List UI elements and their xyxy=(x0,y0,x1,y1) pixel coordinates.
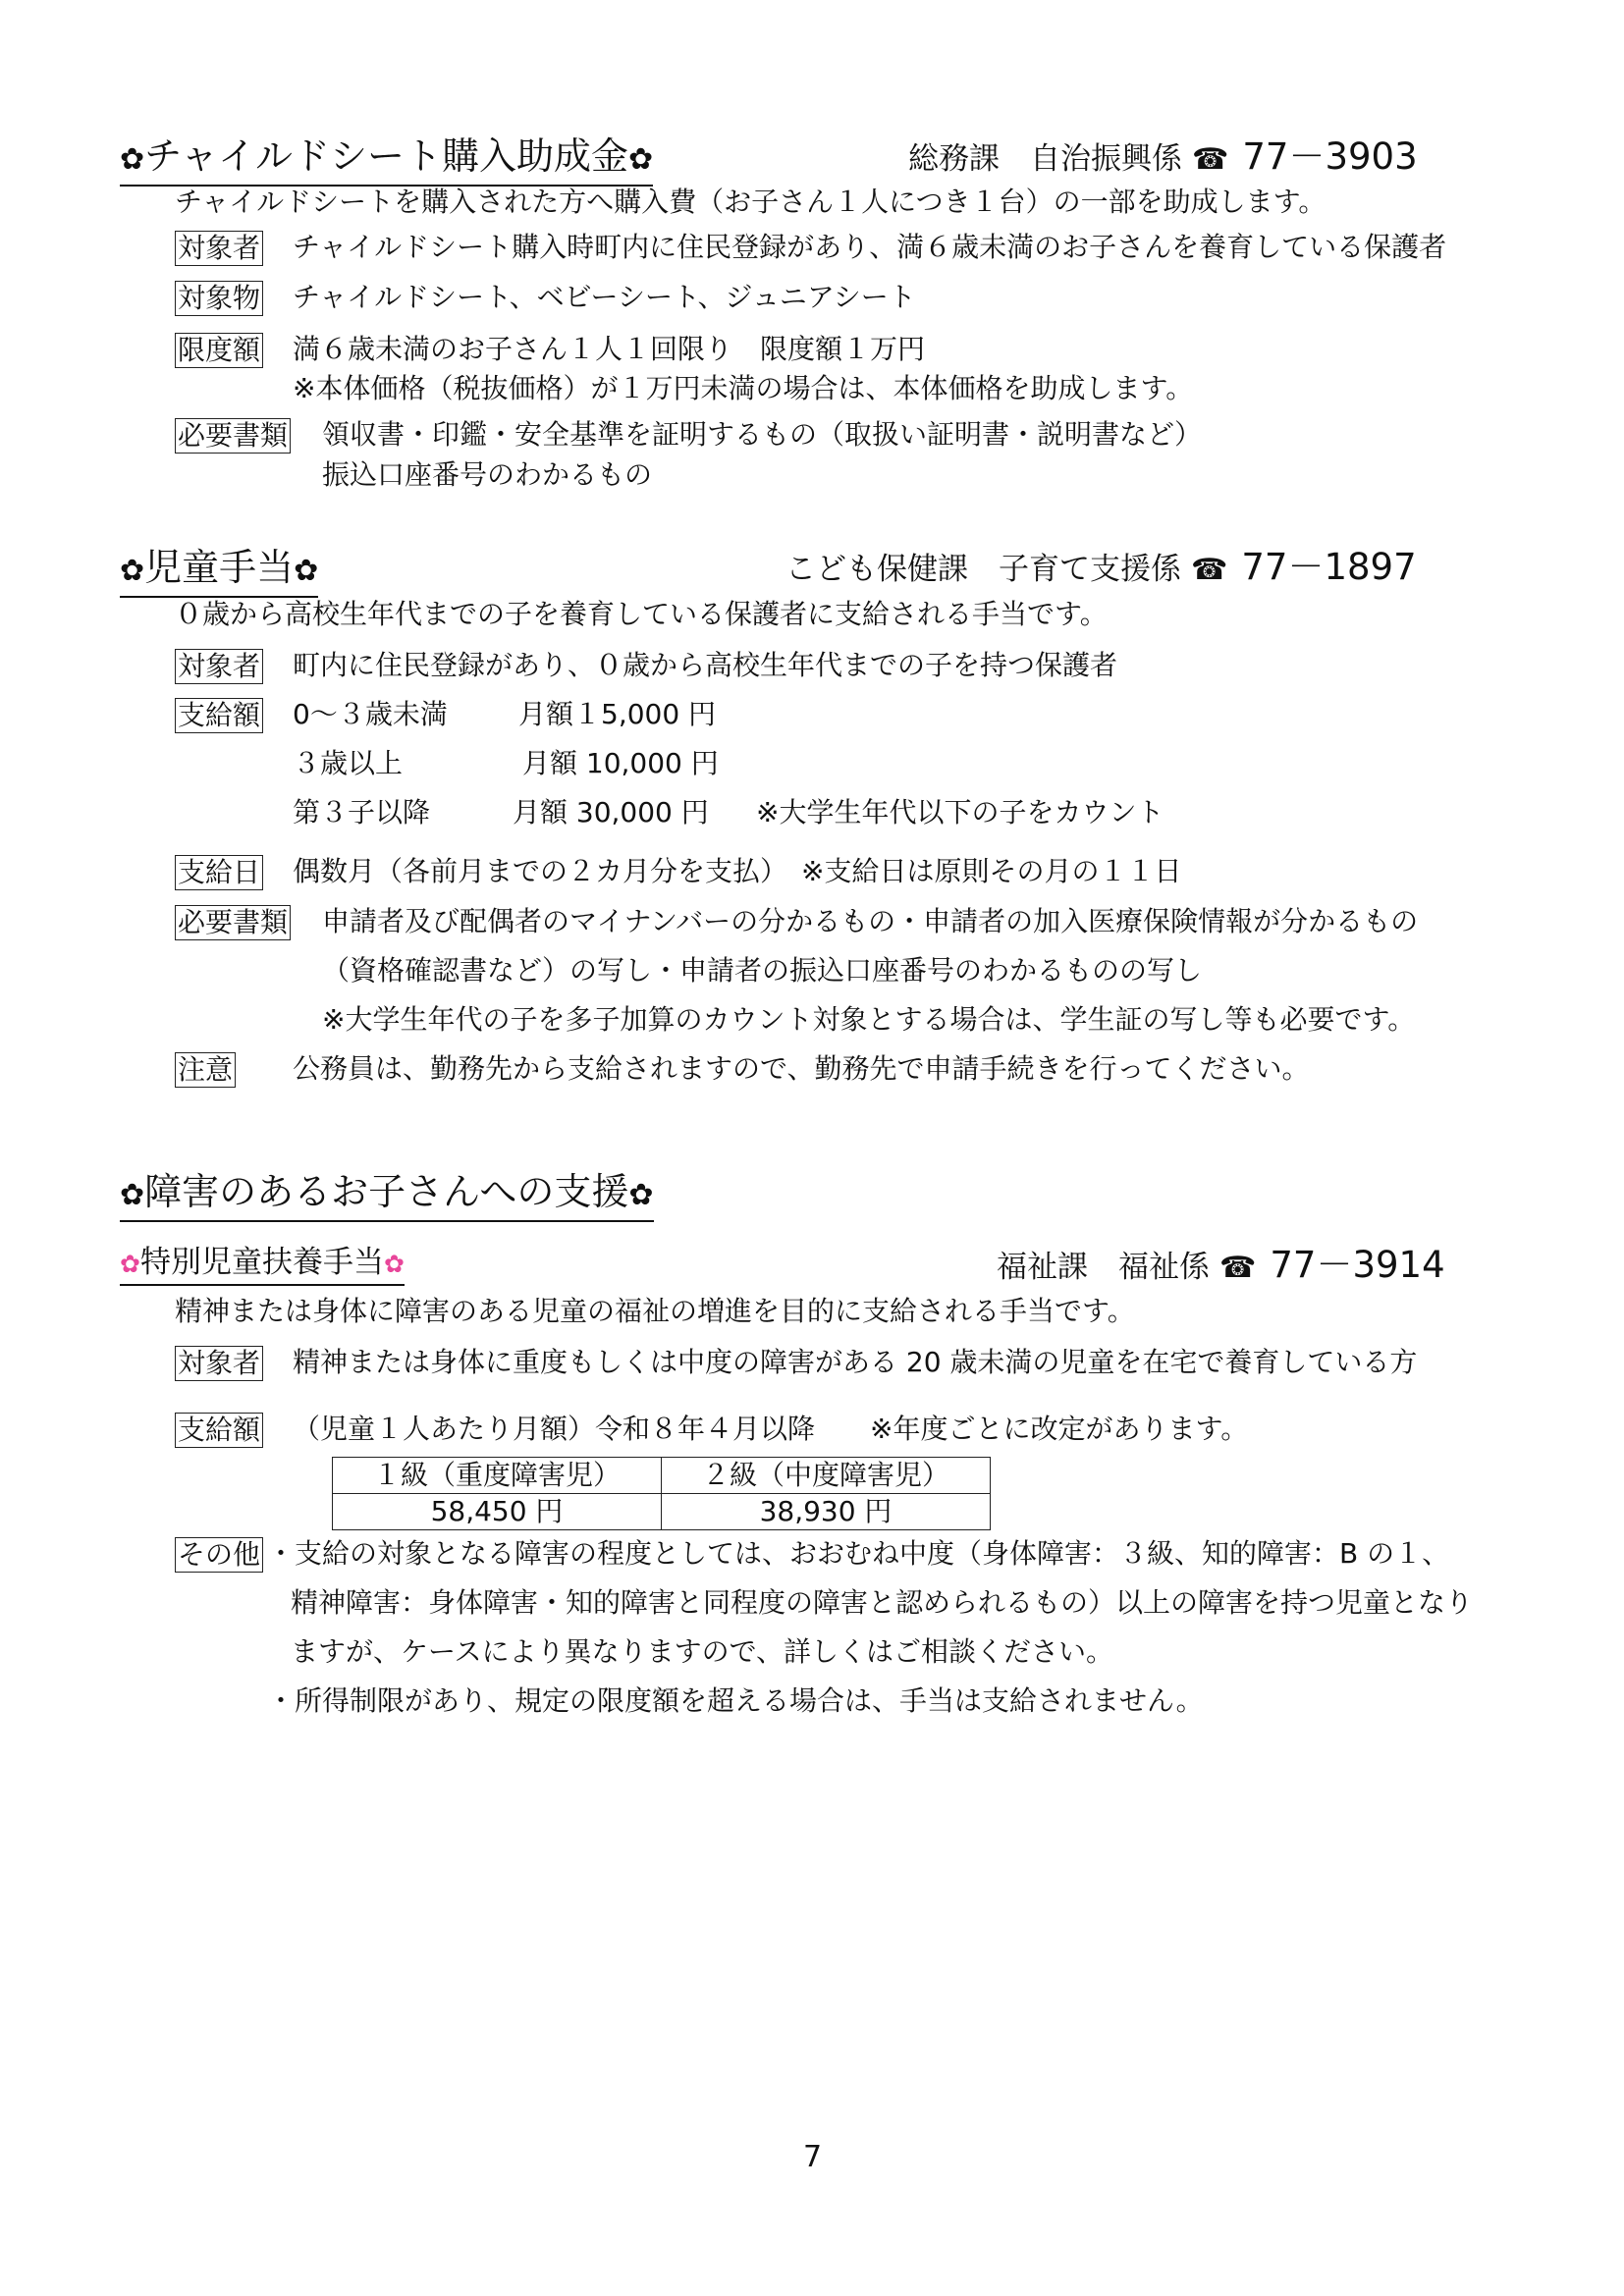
table-cell: 38,930 円 xyxy=(662,1494,991,1530)
label-amount: 支給額 xyxy=(175,1413,263,1448)
amount-text: （児童１人あたり月額）令和８年４月以降 ※年度ごとに改定があります。 xyxy=(293,1413,1249,1445)
flower-icon: ✿ xyxy=(628,1178,654,1212)
docs-text: 申請者及び配偶者のマイナンバーの分かるもの・申請者の加入医療保険情報が分かるもの xyxy=(322,905,1419,937)
docs-text-2: （資格確認書など）の写し・申請者の振込口座番号のわかるものの写し xyxy=(322,954,1203,987)
flower-icon: ✿ xyxy=(120,1250,140,1278)
label-other: その他 xyxy=(175,1537,263,1573)
contact-special-allowance: 福祉課 福祉係 ☎ 77－3914 xyxy=(997,1244,1445,1286)
limit-text: 満６歳未満のお子さん１人１回限り 限度額１万円 xyxy=(293,333,926,365)
amount-table xyxy=(332,1457,991,1530)
contact-child-allowance: こども保健課 子育て支援係 ☎ 77－1897 xyxy=(785,546,1417,588)
caution-text: 公務員は、勤務先から支給されますので、勤務先で申請手続きを行ってください。 xyxy=(293,1052,1310,1085)
flower-icon: ✿ xyxy=(120,142,145,177)
label-target: 対象者 xyxy=(175,649,263,684)
docs-text-2: 振込口座番号のわかるもの xyxy=(322,458,653,491)
item-text: チャイルドシート、ベビーシート、ジュニアシート xyxy=(293,281,916,313)
limit-note: ※本体価格（税抜価格）が１万円未満の場合は、本体価格を助成します。 xyxy=(293,372,1194,404)
amount-value: 月額 10,000 円 xyxy=(522,747,719,779)
amount-age: 第３子以降 xyxy=(293,796,431,828)
docs-text: 領収書・印鑑・安全基準を証明するもの（取扱い証明書・説明書など） xyxy=(322,418,1203,451)
table-header-cell: ２級（中度障害児） xyxy=(662,1458,991,1494)
flower-icon: ✿ xyxy=(628,142,654,177)
section-title-child-allowance: ✿児童手当✿ xyxy=(120,545,318,598)
other-text-3: ますが、ケースにより異なりますので、詳しくはご相談ください。 xyxy=(291,1635,1114,1668)
page-number: 7 xyxy=(803,2140,823,2174)
intro-text: 精神または身体に障害のある児童の福祉の増進を目的に支給される手当です。 xyxy=(175,1295,1135,1327)
other-text-2: 精神障害：身体障害・知的障害と同程度の障害と認められるもの）以上の障害を持つ児童となり xyxy=(291,1586,1474,1619)
amount-age: 0～３歳未満 xyxy=(293,698,448,730)
other-text-4: ・所得制限があり、規定の限度額を超える場合は、手当は支給されません。 xyxy=(267,1684,1204,1717)
intro-text: ０歳から高校生年代までの子を養育している保護者に支給される手当です。 xyxy=(175,598,1108,630)
other-text: ・支給の対象となる障害の程度としては、おおむね中度（身体障害：３級、知的障害：B の１、 xyxy=(267,1537,1450,1570)
table-header-cell: １級（重度障害児） xyxy=(333,1458,662,1494)
label-limit: 限度額 xyxy=(175,333,263,368)
pay-date-text: 偶数月（各前月までの２カ月分を支払） ※支給日は原則その月の１１日 xyxy=(293,855,1182,887)
flower-icon: ✿ xyxy=(120,1178,145,1212)
contact-child-seat: 総務課 自治振興係 ☎ 77－3903 xyxy=(908,135,1418,178)
flower-icon: ✿ xyxy=(294,554,319,588)
label-pay-date: 支給日 xyxy=(175,855,263,890)
target-text: 精神または身体に重度もしくは中度の障害がある 20 歳未満の児童を在宅で養育している方 xyxy=(293,1346,1418,1378)
amount-note: ※大学生年代以下の子をカウント xyxy=(756,796,1164,828)
label-target: 対象者 xyxy=(175,231,263,266)
table-cell: 58,450 円 xyxy=(333,1494,662,1530)
flower-icon: ✿ xyxy=(120,554,145,588)
phone-icon: ☎ xyxy=(1192,142,1229,177)
label-caution: 注意 xyxy=(175,1052,236,1088)
target-text: チャイルドシート購入時町内に住民登録があり、満６歳未満のお子さんを養育している保護者 xyxy=(293,231,1447,263)
amount-value: 月額 30,000 円 xyxy=(513,796,709,828)
table-row xyxy=(333,1494,991,1530)
section-title-child-seat: ✿チャイルドシート購入助成金✿ xyxy=(120,133,653,187)
label-target: 対象者 xyxy=(175,1346,263,1381)
phone-icon: ☎ xyxy=(1219,1251,1257,1285)
label-amount: 支給額 xyxy=(175,698,263,733)
label-docs: 必要書類 xyxy=(175,418,291,454)
intro-text: チャイルドシートを購入された方へ購入費（お子さん１人につき１台）の一部を助成します。 xyxy=(175,186,1326,218)
label-item: 対象物 xyxy=(175,281,263,316)
flower-icon: ✿ xyxy=(383,1250,405,1278)
amount-value: 月額１5,000 円 xyxy=(518,698,717,730)
label-docs: 必要書類 xyxy=(175,905,291,940)
subsection-title-special-allowance: ✿特別児童扶養手当✿ xyxy=(120,1244,405,1286)
docs-note: ※大学生年代の子を多子加算のカウント対象とする場合は、学生証の写し等も必要です。 xyxy=(322,1003,1416,1036)
table-row xyxy=(333,1458,991,1494)
phone-icon: ☎ xyxy=(1191,553,1228,587)
section-title-disability-support: ✿障害のあるお子さんへの支援✿ xyxy=(120,1169,654,1222)
amount-age: ３歳以上 xyxy=(293,747,404,779)
target-text: 町内に住民登録があり、０歳から高校生年代までの子を持つ保護者 xyxy=(293,649,1118,681)
